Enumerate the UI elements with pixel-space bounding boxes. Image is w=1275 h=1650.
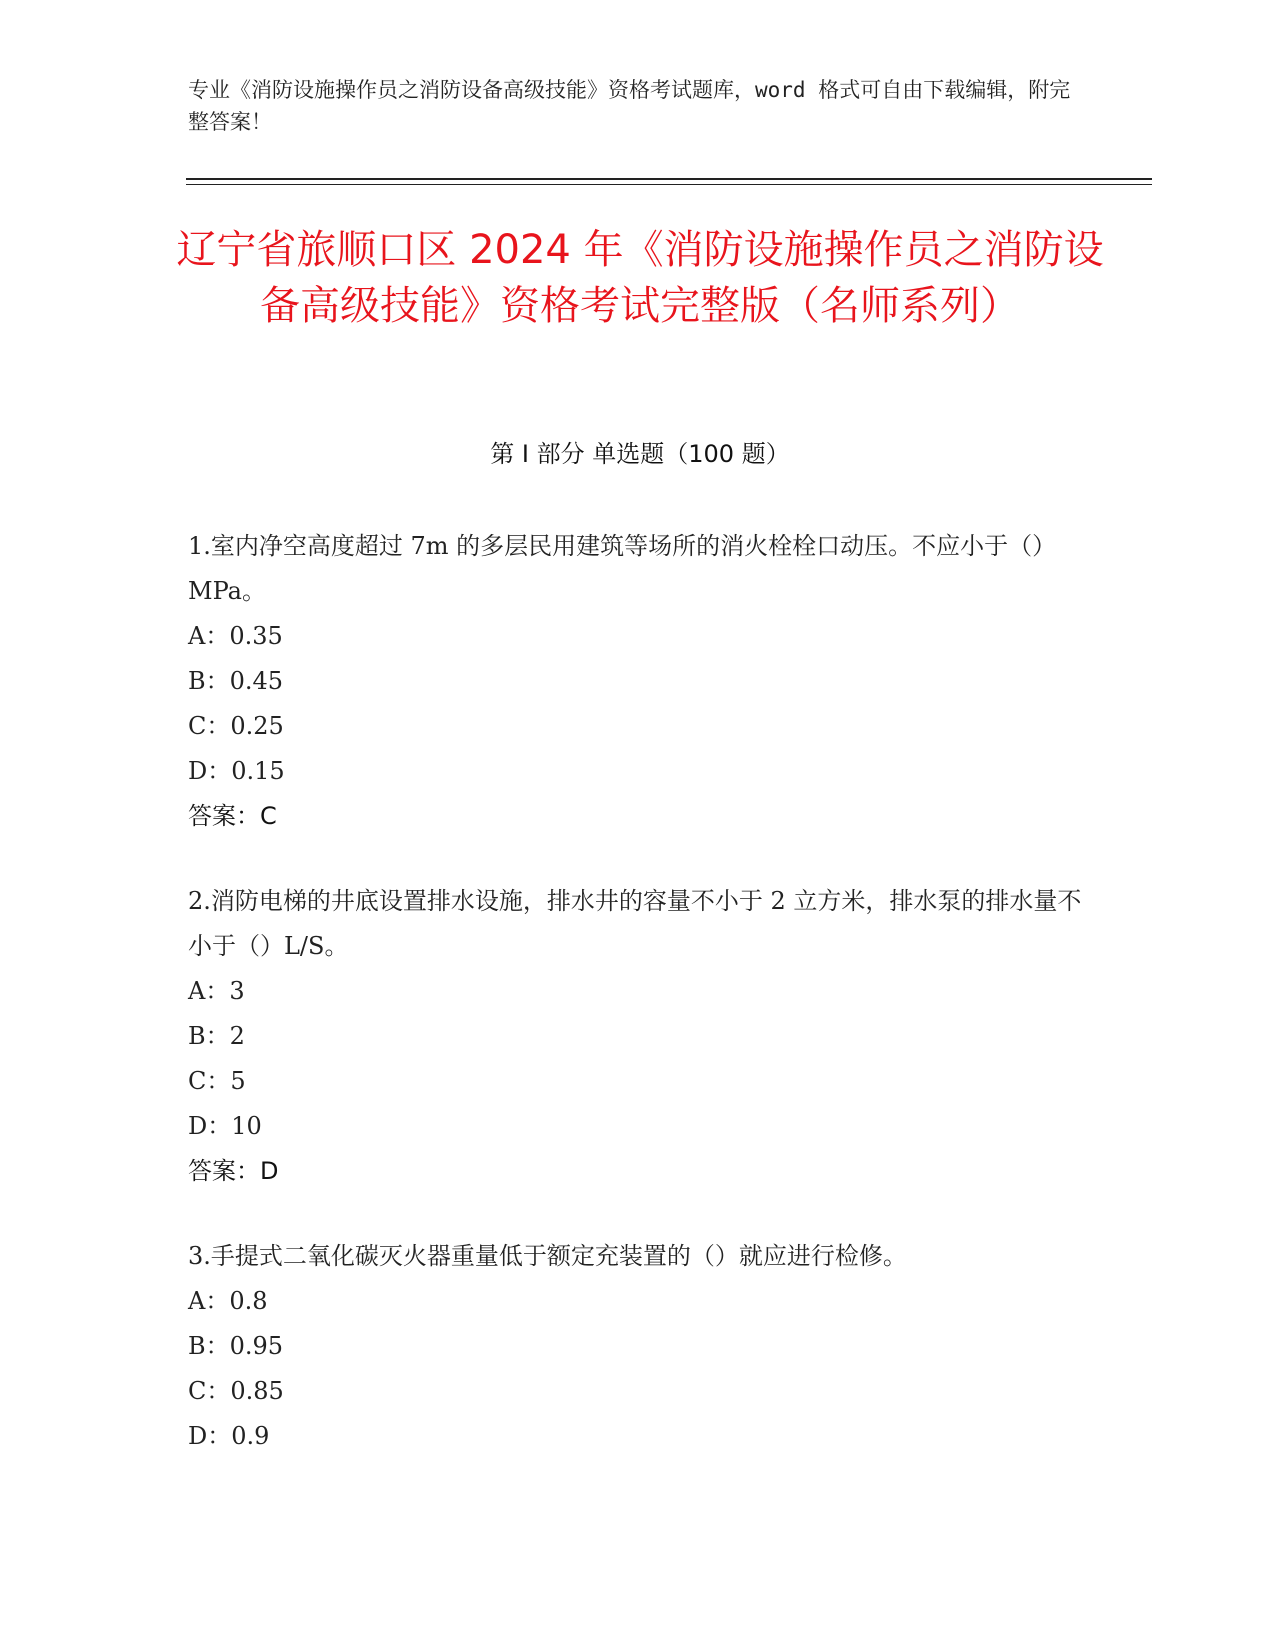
document-title: 辽宁省旅顺口区 2024 年《消防设施操作员之消防设备高级技能》资格考试完整版（名师系列） bbox=[176, 227, 1104, 329]
option-b: B：0.95 bbox=[188, 1332, 284, 1360]
question-1 bbox=[188, 524, 1088, 839]
question-2 bbox=[188, 879, 1088, 1194]
option-b: B：2 bbox=[188, 1022, 245, 1050]
section-title: 第 I 部分 单选题（100 题） bbox=[490, 440, 790, 468]
option-c: C：0.85 bbox=[188, 1377, 284, 1405]
question-3 bbox=[188, 1234, 1088, 1459]
option-d: D：0.15 bbox=[188, 757, 285, 785]
header-rule-thick bbox=[186, 178, 1152, 180]
option-d: D：0.9 bbox=[188, 1422, 270, 1450]
option-b: B：0.45 bbox=[188, 667, 284, 695]
answer: 答案：C bbox=[188, 802, 277, 830]
question-stem: 3.手提式二氧化碳灭火器重量低于额定充装置的（）就应进行检修。 bbox=[188, 1242, 907, 1270]
option-a: A：0.35 bbox=[188, 622, 283, 650]
option-c: C：5 bbox=[188, 1067, 246, 1095]
header-note: 专业《消防设施操作员之消防设备高级技能》资格考试题库，word 格式可自由下载编辑，附完整答案！ bbox=[188, 78, 1071, 134]
question-list bbox=[188, 524, 1088, 1499]
option-c: C：0.25 bbox=[188, 712, 284, 740]
answer: 答案：D bbox=[188, 1157, 279, 1185]
header-rule-thin bbox=[186, 184, 1152, 185]
option-d: D：10 bbox=[188, 1112, 262, 1140]
option-a: A：0.8 bbox=[188, 1287, 268, 1315]
option-a: A：3 bbox=[188, 977, 245, 1005]
question-stem: 1.室内净空高度超过 7m 的多层民用建筑等场所的消火栓栓口动压。不应小于（）MPa。 bbox=[188, 532, 1057, 605]
question-stem: 2.消防电梯的井底设置排水设施，排水井的容量不小于 2 立方米，排水泵的排水量不小于（）L/S。 bbox=[188, 887, 1082, 960]
